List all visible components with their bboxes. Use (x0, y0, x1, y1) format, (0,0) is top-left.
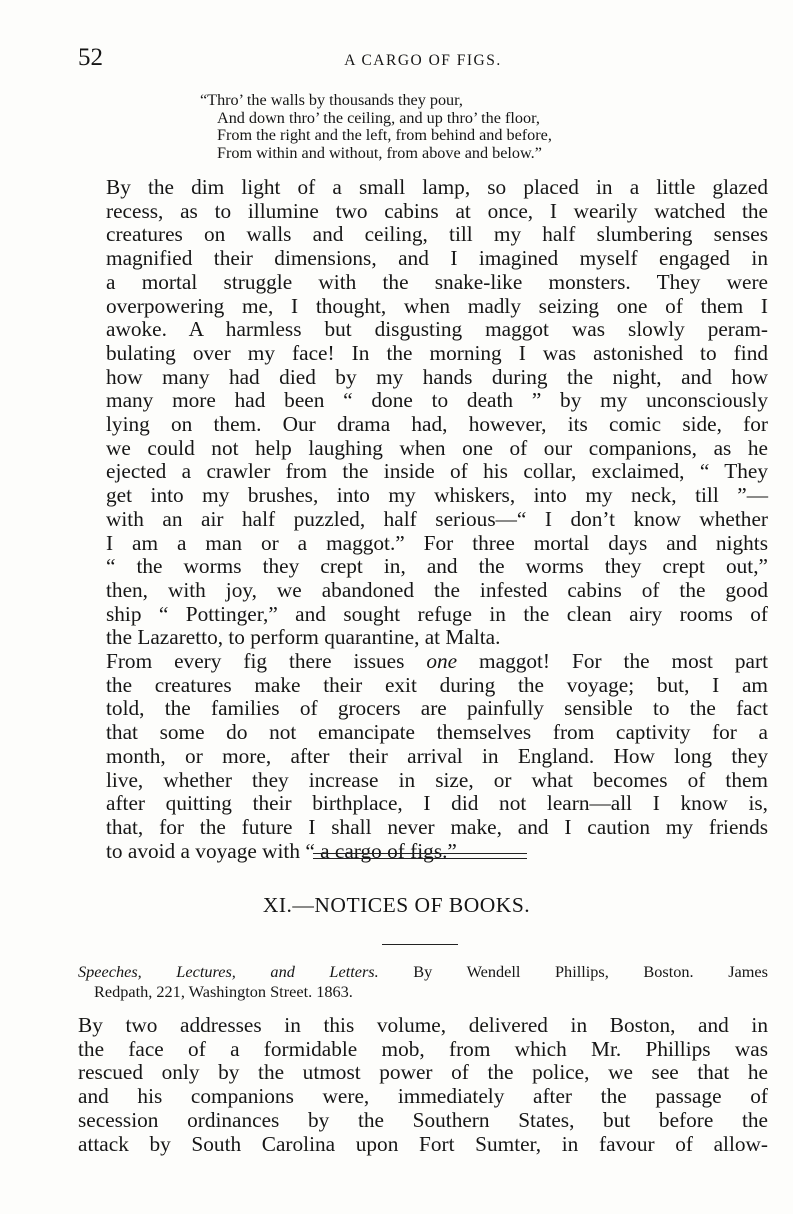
text-line: creatures on walls and ceiling, till my half slumbering senses (106, 222, 768, 247)
heading-rule (382, 944, 458, 945)
text-line: awoke. A harmless but disgusting maggot was slowly peram- (106, 317, 768, 342)
article-body (78, 176, 768, 863)
section-divider (313, 853, 527, 859)
citation-author: By Wendell Phillips, Boston. James (378, 962, 768, 981)
text-line: the face of a formidable mob, from which Mr. Phillips was (78, 1036, 768, 1061)
text-fragment: maggot! For the most part (457, 649, 768, 674)
paragraph-dim-light (78, 176, 768, 650)
page-number: 52 (78, 44, 103, 71)
emphasis-one: one (426, 649, 458, 674)
verse-line: From within and without, from above and below.” (217, 143, 542, 162)
verse-line: And down thro’ the ceiling, and up thro’ the floor, (217, 108, 540, 127)
text-line: told, the families of grocers are painfully sensible to the fact (106, 696, 768, 721)
text-line: with an air half puzzled, half serious—“ I don’t know whether (106, 506, 768, 531)
text-line: that some do not emancipate themselves from captivity for a (106, 720, 768, 745)
text-line: many more had been “ done to death ” by my unconsciously (106, 388, 768, 413)
text-line: ship “ Pottinger,” and sought refuge in the clean airy rooms of (106, 601, 768, 626)
paragraph-every-fig (78, 650, 768, 863)
text-line: get into my brushes, into my whiskers, into my neck, till ”— (106, 483, 768, 508)
review-body (78, 1014, 768, 1156)
text-line: magnified their dimensions, and I imagined myself engaged in (106, 246, 768, 271)
text-line: after quitting their birthplace, I did not learn—all I know is, (106, 791, 768, 816)
text-line: attack by South Carolina upon Fort Sumter, in favour of allow- (78, 1131, 768, 1156)
text-line: overpowering me, I thought, when madly seizing one of them I (106, 293, 768, 318)
citation-publisher: Redpath, 221, Washington Street. 1863. (94, 981, 353, 1001)
text-line: month, or more, after their arrival in England. How long they (106, 743, 768, 768)
verse-line: From the right and the left, from behind and before, (217, 126, 552, 144)
text-line: and his companions were, immediately after the passage of (78, 1084, 768, 1109)
text-line: we could not help laughing when one of our companions, as he (106, 435, 768, 460)
paragraph-review (78, 1014, 768, 1156)
citation-line (78, 962, 768, 982)
text-line: I am a man or a maggot.” For three mortal days and nights (106, 530, 768, 555)
text-line: secession ordinances by the Southern States, but before the (78, 1107, 768, 1132)
text-fragment: From every fig there issues (106, 649, 427, 674)
text-line: how many had died by my hands during the night, and how (106, 364, 768, 389)
text-line: the Lazaretto, to perform quarantine, at Malta. (106, 625, 501, 650)
text-line: By the dim light of a small lamp, so placed in a little glazed (106, 175, 768, 199)
text-line: lying on them. Our drama had, however, its comic side, for (106, 412, 768, 437)
text-line: then, with joy, we abandoned the infested cabins of the good (106, 577, 768, 602)
text-line: to avoid a voyage with “ a cargo of figs.” (106, 838, 457, 863)
text-line (78, 650, 768, 674)
text-line: the creatures make their exit during the voyage; but, I am (106, 672, 768, 697)
text-line: recess, as to illumine two cabins at once, I wearily watched the (106, 198, 768, 223)
text-line: ejected a crawler from the inside of his collar, exclaimed, “ They (106, 459, 768, 484)
text-line: rescued only by the utmost power of the police, we see that he (78, 1060, 768, 1085)
verse-line: “Thro’ the walls by thousands they pour, (200, 91, 463, 109)
section-heading: XI.—NOTICES OF BOOKS. (262, 893, 531, 917)
running-title: A CARGO OF FIGS. (344, 52, 502, 69)
text-line: “ the worms they crept in, and the worms they crept out,” (106, 554, 768, 579)
text-line: By two addresses in this volume, delivered in Boston, and in (78, 1013, 768, 1037)
page-header (78, 44, 768, 78)
book-title: Speeches, Lectures, and Letters. (78, 962, 379, 981)
text-line: live, whether they increase in size, or what becomes of them (106, 767, 768, 792)
book-citation (78, 962, 768, 1001)
text-line: bulating over my face! In the morning I was astonished to find (106, 340, 768, 365)
text-line: a mortal struggle with the snake-like monsters. They were (106, 269, 768, 294)
text-line: that, for the future I shall never make, and I caution my friends (106, 814, 768, 839)
verse-quote (200, 92, 552, 162)
